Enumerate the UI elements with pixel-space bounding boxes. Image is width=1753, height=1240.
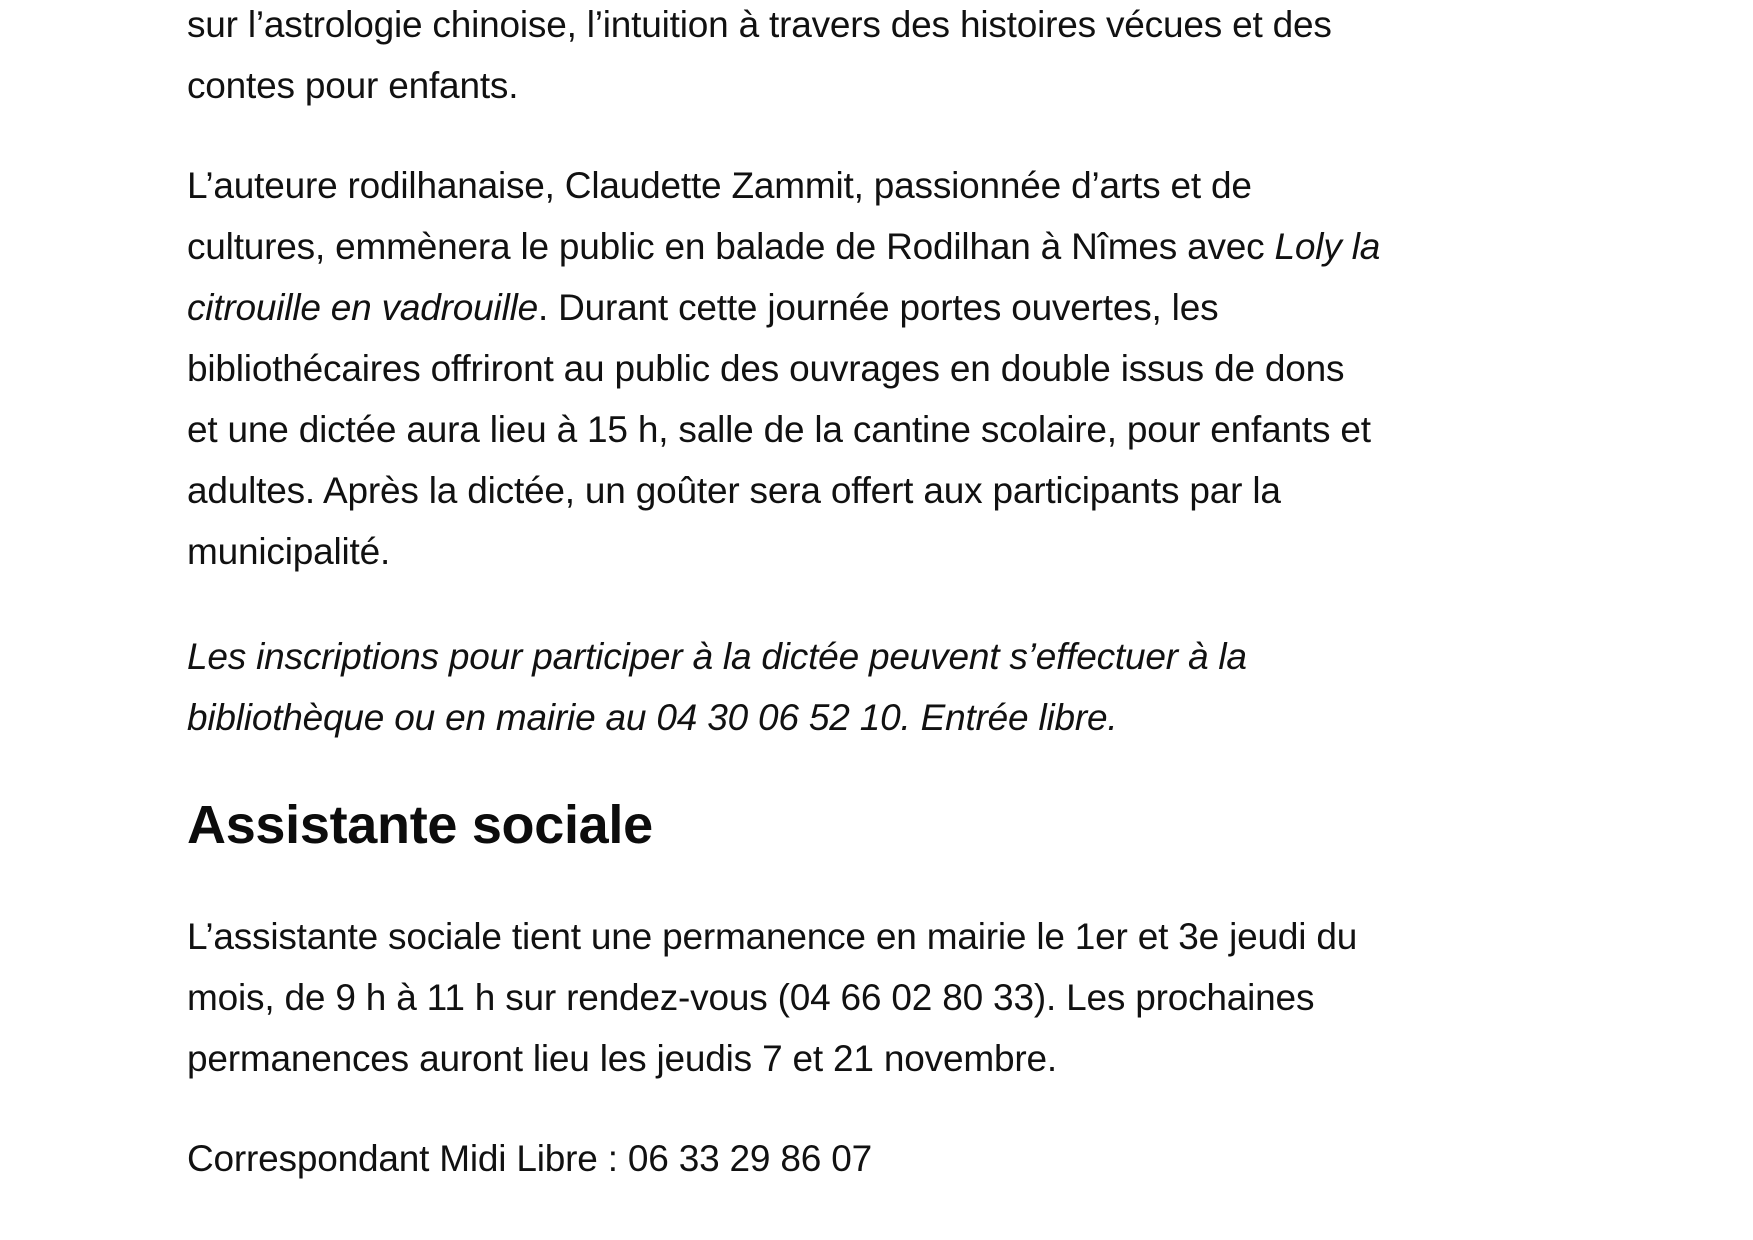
author-paragraph xyxy=(187,155,1587,582)
text-line: adultes. Après la dictée, un goûter sera offert aux participants par la xyxy=(187,470,1281,511)
text-line: bibliothécaires offriront au public des ouvrages en double issus de dons xyxy=(187,348,1345,389)
social-assistant-paragraph xyxy=(187,906,1587,1089)
text-line: et une dictée aura lieu à 15 h, salle de la cantine scolaire, pour enfants et xyxy=(187,409,1371,450)
text-line: L’auteure rodilhanaise, Claudette Zammit, passionnée d’arts et de xyxy=(187,165,1252,206)
book-title-part: Loly la xyxy=(1274,226,1381,267)
section-heading: Assistante sociale xyxy=(187,795,653,855)
text-line: municipalité. xyxy=(187,531,391,572)
text-line: contes pour enfants. xyxy=(187,65,519,106)
text-line: L’assistante sociale tient une permanence en mairie le 1er et 3e jeudi du xyxy=(187,916,1358,957)
text-line: Les inscriptions pour participer à la dictée peuvent s’effectuer à la xyxy=(187,636,1247,677)
text-line: bibliothèque ou en mairie au 04 30 06 52 10. Entrée libre. xyxy=(187,697,1118,738)
intro-paragraph xyxy=(187,0,1587,116)
text-line: mois, de 9 h à 11 h sur rendez-vous (04 66 02 80 33). Les prochaines xyxy=(187,977,1315,1018)
text-line: permanences auront lieu les jeudis 7 et 21 novembre. xyxy=(187,1038,1057,1079)
text-line xyxy=(187,216,1587,277)
text-line xyxy=(187,277,1587,338)
text-segment: . Durant cette journée portes ouvertes, les xyxy=(538,287,1219,328)
text-segment: cultures, emmènera le public en balade de Rodilhan à Nîmes avec xyxy=(187,226,1275,267)
inscriptions-paragraph xyxy=(187,626,1587,748)
correspondent-line: Correspondant Midi Libre : 06 33 29 86 07 xyxy=(187,1138,872,1179)
text-line: sur l’astrologie chinoise, l’intuition à travers des histoires vécues et des xyxy=(187,4,1332,45)
book-title-part: citrouille en vadrouille xyxy=(187,287,538,328)
